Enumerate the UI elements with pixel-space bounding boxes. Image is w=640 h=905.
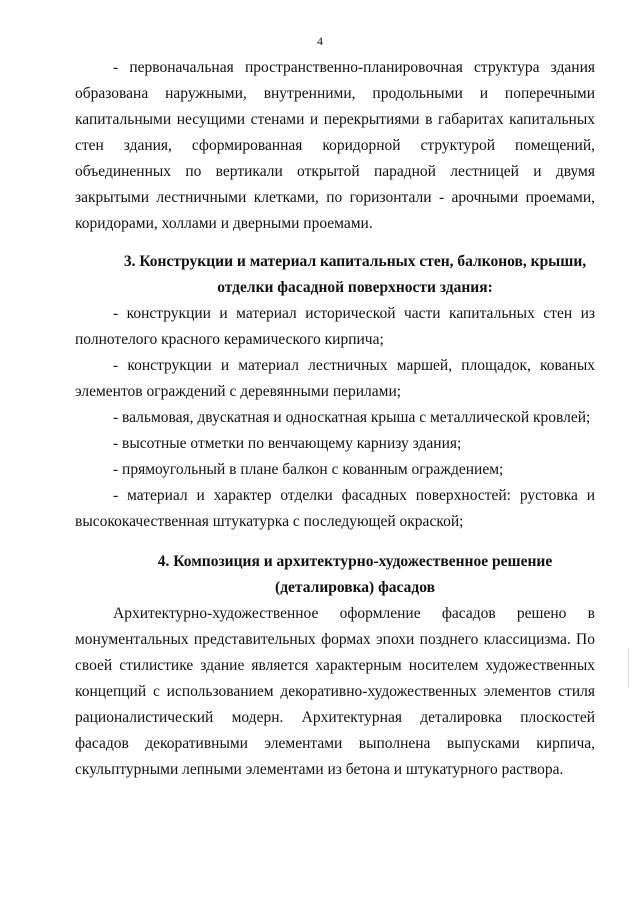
section-3-item: - материал и характер отделки фасадных поверхностей: рустовка и высококачественная штукатурка с последующей окраской; [75,487,595,530]
section-4-heading-line-1: 4. Композиция и архитектурно-художественное решение [157,553,553,570]
section-3-heading-line-2: отделки фасадной поверхности здания: [217,279,493,296]
section-3-heading-line-1: 3. Конструкции и материал капитальных стен, балконов, крыши, [123,253,587,270]
section-3-item: - вальмовая, двускатная и односкатная крыша с металлической кровлей; [113,409,591,426]
section-4-paragraph: Архитектурно-художественное оформление фасадов решено в монументальных представительных формах эпохи позднего классицизма. По своей стилистике здание является характерным носителем художественных концепций с использованием декоративно-художественных элементов стиля рационалистический модерн. Архитектурная деталировка плоскостей фасадов декоративными элементами выполнена выпусками кирпича, скульптурными лепными элементами из бетона и штукатурного раствора. [75,605,595,778]
section-3 [75,249,595,535]
section-4-heading-line-2: (деталировка) фасадов [275,579,435,596]
page-number: 4 [317,34,323,48]
document-body [75,55,595,783]
section-4 [75,549,595,783]
section-3-item: - высотные отметки по венчающему карнизу здания; [113,435,462,452]
section-3-item: - конструкции и материал лестничных маршей, площадок, кованых элементов ограждений с деревянными перилами; [75,357,595,400]
section-3-item: - конструкции и материал исторической части капитальных стен из полнотелого красного керамического кирпича; [75,305,595,348]
intro-item: - первоначальная пространственно-планировочная структура здания образована наружными, внутренними, продольными и поперечными капитальными несущими стенами и перекрытиями в габаритах капитальных стен здания, сформированная коридорной структурой помещений, объединенных по вертикали открытой парадной лестницей и двумя закрытыми лестничными клетками, по горизонтали - арочными проемами, коридорами, холлами и дверными проемами. [75,59,595,232]
section-3-item: - прямоугольный в плане балкон с кованным ограждением; [113,461,504,478]
scan-edge-mark [628,648,629,688]
